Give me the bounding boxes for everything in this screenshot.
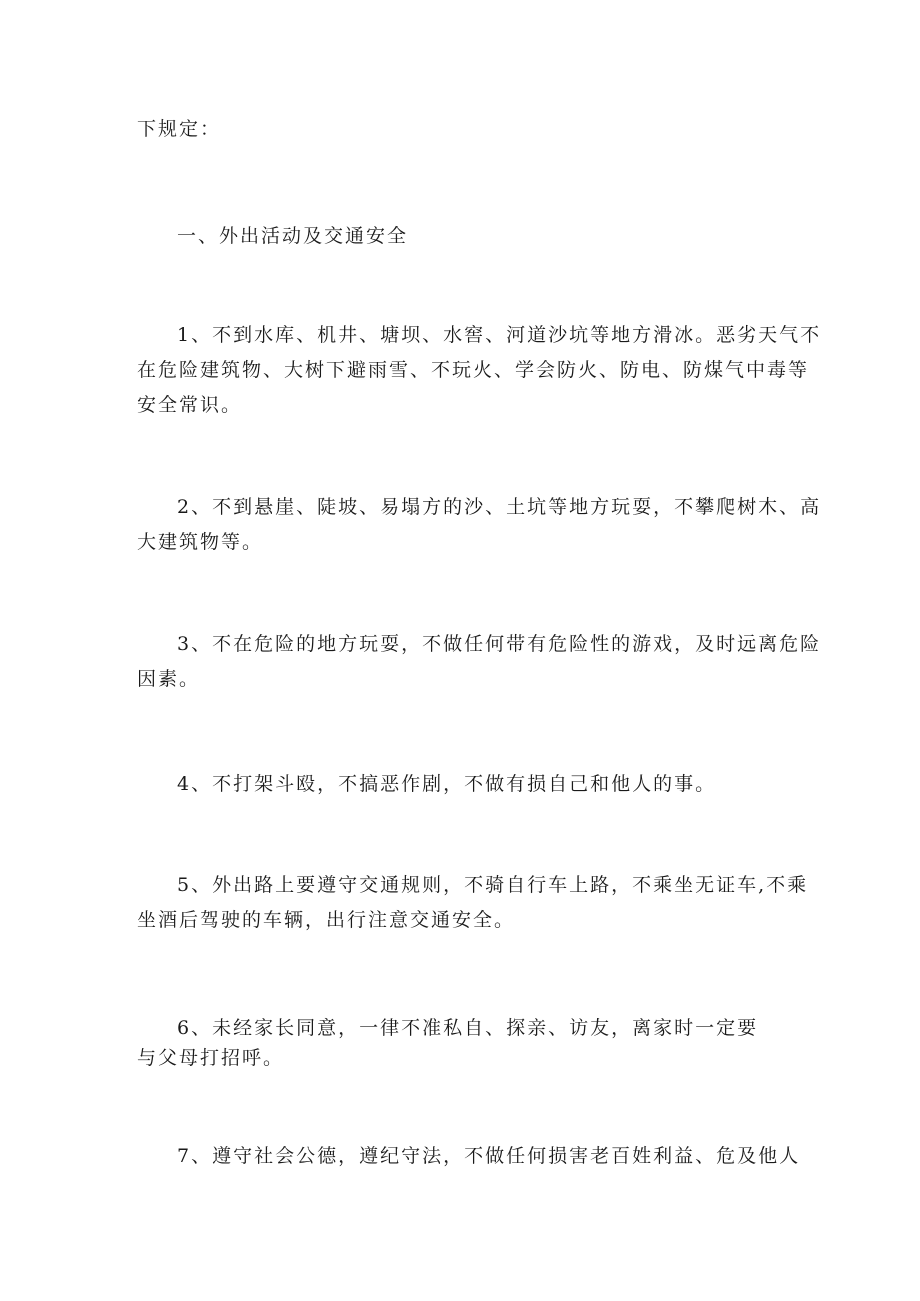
item-6-line-1: 6、未经家长同意，一律不准私自、探亲、访友，离家时一定要	[177, 1017, 759, 1039]
item-3-line-2: 因素。	[137, 668, 201, 690]
intro-text: 下规定：	[137, 118, 222, 140]
item-5-line-2: 坐酒后驾驶的车辆，出行注意交通安全。	[137, 909, 516, 931]
item-3-line-1: 3、不在危险的地方玩耍，不做任何带有危险性的游戏，及时远离危险	[177, 633, 822, 655]
item-1-line-2: 在危险建筑物、大树下避雨雪、不玩火、学会防火、防电、防煤气中毒等	[137, 359, 810, 381]
item-7-line-1: 7、遵守社会公德，遵纪守法，不做任何损害老百姓利益、危及他人	[177, 1145, 801, 1167]
item-1-line-1: 1、不到水库、机井、塘坝、水窖、河道沙坑等地方滑冰。恶劣天气不	[177, 324, 822, 346]
item-2-line-2: 大建筑物等。	[137, 531, 264, 553]
item-2-line-1: 2、不到悬崖、陡坡、易塌方的沙、土坑等地方玩耍，不攀爬树木、高	[177, 496, 822, 518]
item-1-line-3: 安全常识。	[137, 394, 243, 416]
section-heading: 一、外出活动及交通安全	[177, 225, 409, 247]
item-4-line-1: 4、不打架斗殴，不搞恶作剧，不做有损自己和他人的事。	[177, 773, 717, 795]
item-5-line-1: 5、外出路上要遵守交通规则，不骑自行车上路，不乘坐无证车,不乘	[177, 874, 809, 896]
item-6-line-2: 与父母打招呼。	[137, 1047, 285, 1069]
